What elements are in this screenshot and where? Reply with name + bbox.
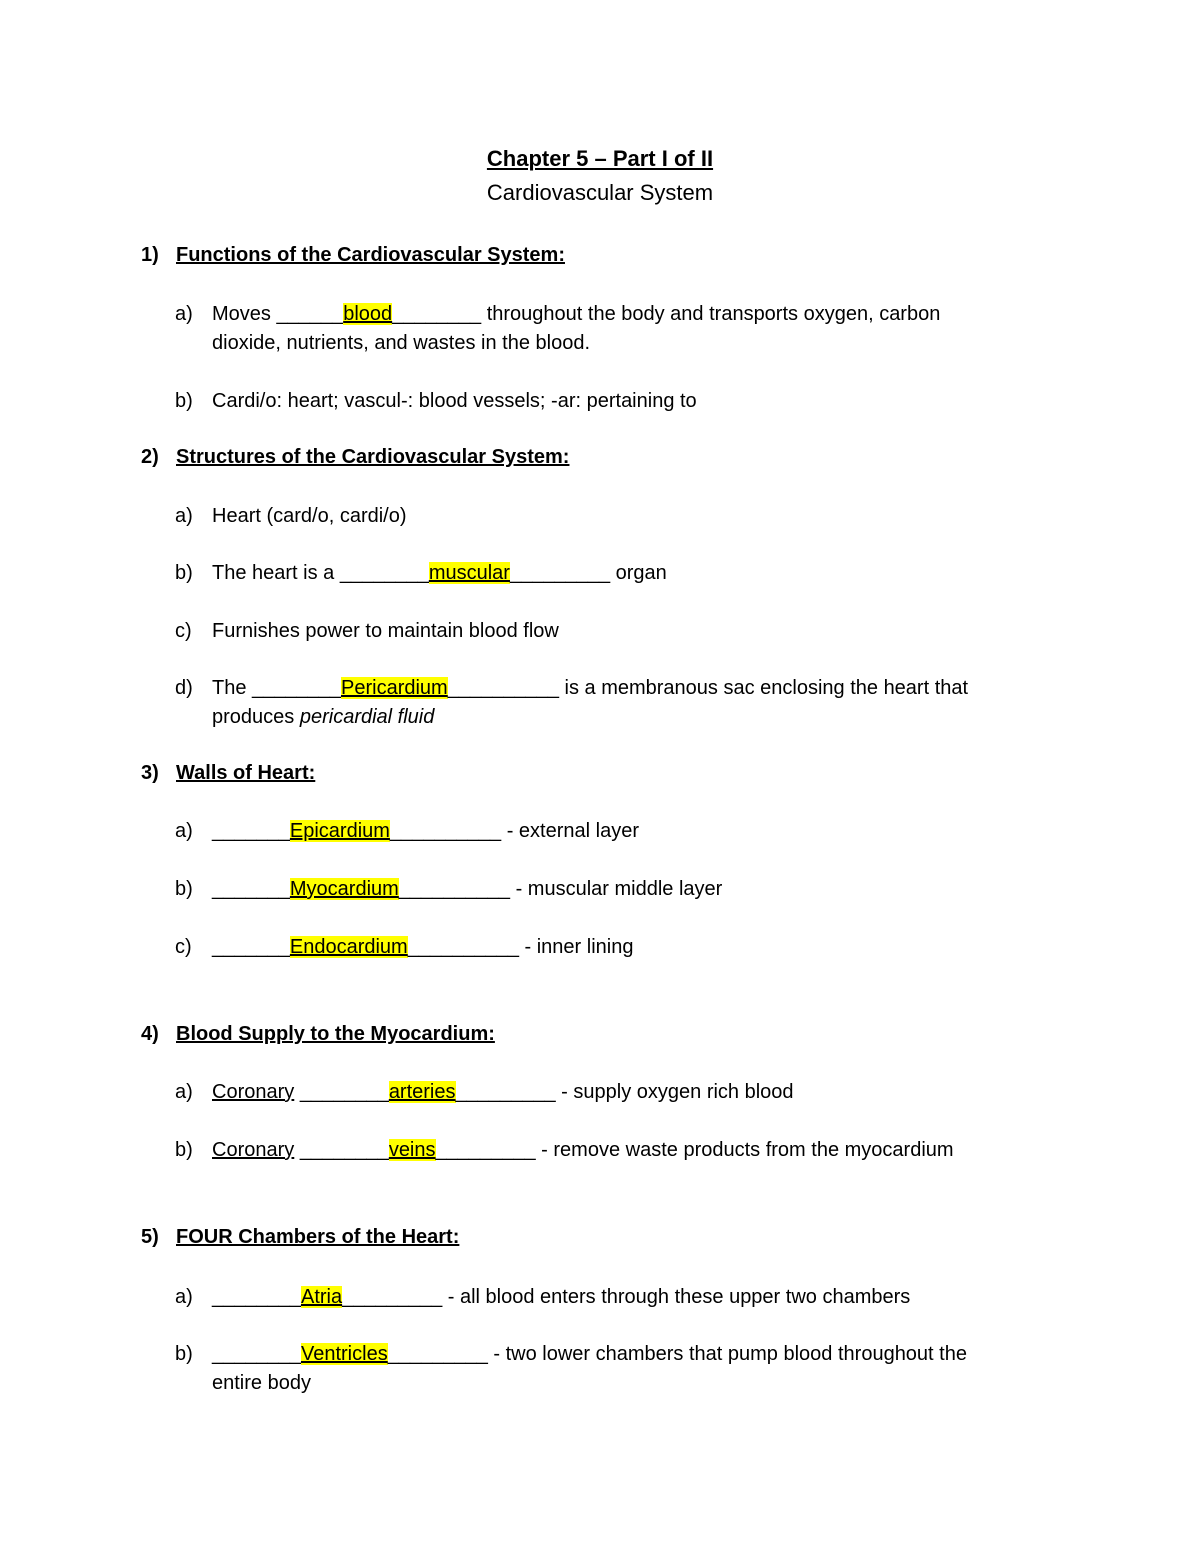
section-heading-5: 5) FOUR Chambers of the Heart: [141,1226,460,1248]
list-item: a) Coronary ________arteries_________ - supply oxygen rich blood [175,1081,794,1103]
list-item: a) Heart (card/o, cardi/o) [175,505,407,527]
answer-highlight: arteries [388,1081,456,1103]
section-heading-3: 3) Walls of Heart: [141,762,316,784]
answer-highlight: Myocardium [289,878,399,900]
list-item: b) Cardi/o: heart; vascul-: blood vessels; -ar: pertaining to [175,390,697,412]
list-item: a) ________Atria_________ - all blood enters through these upper two chambers [175,1286,911,1308]
list-item: d) The ________Pericardium__________ is a membranous sac enclosing the heart that produces pericardial fluid [175,677,969,728]
section-heading-2: 2) Structures of the Cardiovascular System: [141,446,570,468]
answer-highlight: Endocardium [289,936,408,958]
page-title: Chapter 5 – Part I of II [486,146,714,171]
answer-highlight: blood [343,303,393,325]
section-heading-4: 4) Blood Supply to the Myocardium: [141,1023,495,1045]
list-item: c) Furnishes power to maintain blood flow [175,620,559,642]
answer-highlight: muscular [428,562,510,584]
page-subtitle: Cardiovascular System [486,180,714,205]
list-item: a) Moves ______blood________ throughout the body and transports oxygen, carbon dioxide, nutrients, and wastes in the blood. [175,303,941,354]
list-item: a) _______Epicardium__________ - external layer [175,820,639,842]
answer-highlight: Pericardium [341,677,448,699]
list-item: b) ________Ventricles_________ - two lower chambers that pump blood throughout the entire body [175,1343,967,1394]
list-item: b) The heart is a ________muscular_________ organ [175,562,667,584]
answer-highlight: Epicardium [289,820,390,842]
list-item: b) Coronary ________veins_________ - remove waste products from the myocardium [175,1139,954,1161]
answer-highlight: veins [388,1139,436,1161]
list-item: b) _______Myocardium__________ - muscular middle layer [175,878,723,900]
section-heading-1: 1) Functions of the Cardiovascular System: [141,244,565,266]
answer-highlight: Atria [300,1286,343,1308]
list-item: c) _______Endocardium__________ - inner lining [175,936,634,958]
answer-highlight: Ventricles [300,1343,388,1365]
